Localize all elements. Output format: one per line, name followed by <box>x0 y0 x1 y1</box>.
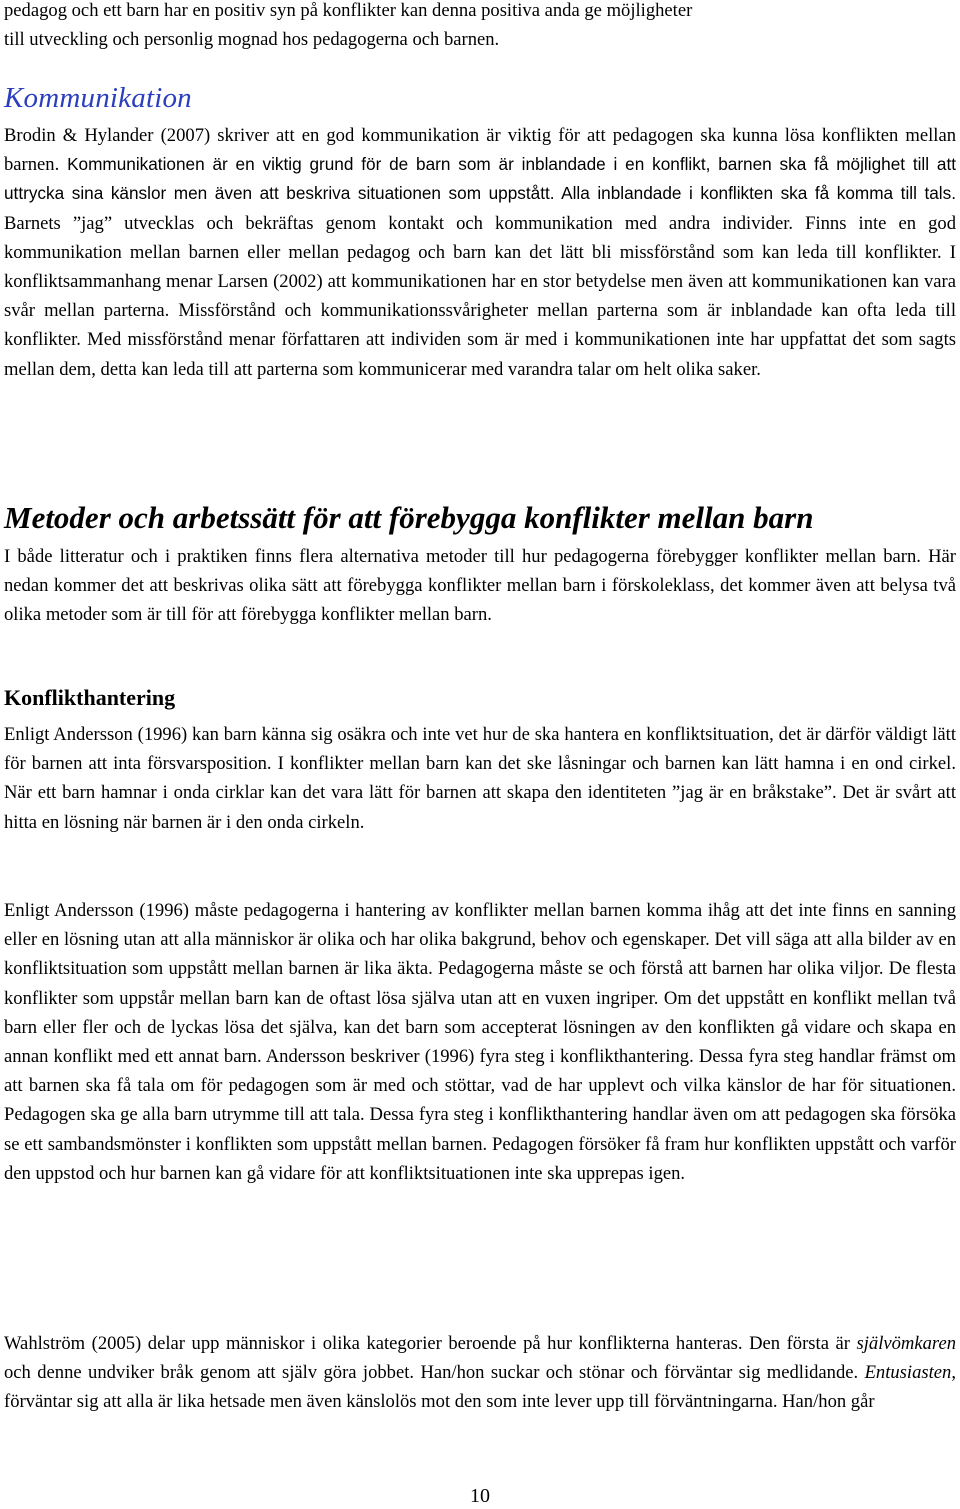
intro-line-1: pedagog och ett barn har en positiv syn på konflikter kan denna positiva anda ge möjligheter <box>4 0 693 21</box>
intro-line-2: till utveckling och personlig mognad hos pedagogerna och barnen. <box>4 29 500 51</box>
kommunikation-text-sans: Kommunikationen är en viktig grund för de barn som är inblandade i en konflikt, barnen ska få möjlighet till att uttrycka sina känslor men även att beskriva situationen som uppstått. Alla inblandade i konflikten ska få komma till tals. <box>4 154 956 204</box>
intro-paragraph <box>4 0 956 54</box>
page-number: 10 <box>470 1485 490 1507</box>
wahlstrom-text-c: , förväntar sig att alla är lika hetsade men även känslolös mot den som inte lever upp till förväntningarna. Han/hon går <box>4 1362 956 1413</box>
konflikthantering-paragraph-2: Enligt Andersson (1996) måste pedagogerna i hantering av konflikter mellan barnen komma ihåg att det inte finns en sanning eller en lösning utan att alla människor är olika och har olika bakgrund, behov och egenskaper. Det vill säga att alla bilder av en konfliktsituation som uppstått mellan barnen är lika äkta. Pedagogerna måste se och förstå att barnen har olika viljor. De flesta konflikter som uppstår mellan barn kan de oftast lösa själva utan att en vuxen ingriper. Om det uppstått en konflikt mellan två barn eller fler och de lyckas lösa det själva, kan det barn som accepterat lösningen av den konflikten gå vidare och skapa en annan konflikt med ett annat barn. Andersson beskriver (1996) fyra steg i konflikthantering. Dessa fyra steg handlar främst om att barnen ska få tala om för pedagogen som är med och stöttar, vad de har upplevt och vilka känslor de har för situationen. Pedagogen ska ge alla barn utrymme till att tala. Dessa fyra steg i konflikthantering handlar även om att pedagogen ska försöka se ett sambandsmönster i konflikten som uppstått mellan barnen. Pedagogen försöker få fram hur konflikten uppstått och varför den uppstod och hur barnen kan gå vidare för att konfliktsituationen inte ska upprepas igen. <box>4 900 956 1184</box>
konflikthantering-paragraph-1: Enligt Andersson (1996) kan barn känna sig osäkra och inte vet hur de ska hantera en konfliktsituation, det är därför väldigt lätt för barnen att inta försvarsposition. I konflikter mellan barn kan det ske låsningar och barnen kan lätt hamna i en ond cirkel. När ett barn hamnar i onda cirklar kan det vara lätt för barnen att skapa den identiteten ”jag är en bråkstake”. Det är svårt att hitta en lösning när barnen är i den onda cirkeln. <box>4 724 956 833</box>
kommunikation-text-serif: Brodin & Hylander (2007) skriver att en god kommunikation är viktig för att pedagogen ska kunna lösa konflikten mellan barnen. <box>4 125 956 176</box>
heading-metoder: Metoder och arbetssätt för att förebygga konflikter mellan barn <box>4 500 814 535</box>
heading-kommunikation: Kommunikation <box>4 82 192 114</box>
wahlstrom-text-a: Wahlström (2005) delar upp människor i olika kategorier beroende på hur konflikterna hanteras. Den första är <box>4 1333 857 1354</box>
wahlstrom-text-b: och denne undviker bråk genom att själv göra jobbet. Han/hon suckar och stönar och förväntar sig medlidande. <box>4 1362 865 1384</box>
heading-konflikthantering: Konflikthantering <box>4 685 176 710</box>
metoder-paragraph: I både litteratur och i praktiken finns flera alternativa metoder till hur pedagogerna förebygger konflikter mellan barn. Här nedan kommer det att beskrivas olika sätt att förebygga konflikter mellan barn i förskoleklass, det kommer även att belysa två olika metoder som är till för att förebygga konflikter mellan barn. <box>4 546 956 626</box>
term-entusiasten: Entusiasten <box>864 1362 952 1384</box>
kommunikation-paragraph <box>4 121 956 384</box>
konflikthantering-paragraph-3 <box>4 1329 956 1417</box>
term-sjalvomkaren: självömkaren <box>856 1333 956 1354</box>
kommunikation-text-rest: Barnets ”jag” utvecklas och bekräftas genom kontakt och kommunikation med andra individer. Finns inte en god kommunikation mellan barnen eller mellan pedagog och barn kan det lätt bli missförstånd som kan leda till konflikter. I konfliktsammanhang menar Larsen (2002) att kommunikationen har en stor betydelse men även att kommunikationen kan vara svår mellan parterna. Missförstånd och kommunikationssvårigheter mellan parterna som är inblandade kan ofta leda till konflikter. Med missförstånd menar författaren att individen som är med i kommunikationen inte har uppfattat det som sagts mellan dem, detta kan leda till att parterna som kommunicerar med varandra talar om helt olika saker. <box>4 212 956 380</box>
